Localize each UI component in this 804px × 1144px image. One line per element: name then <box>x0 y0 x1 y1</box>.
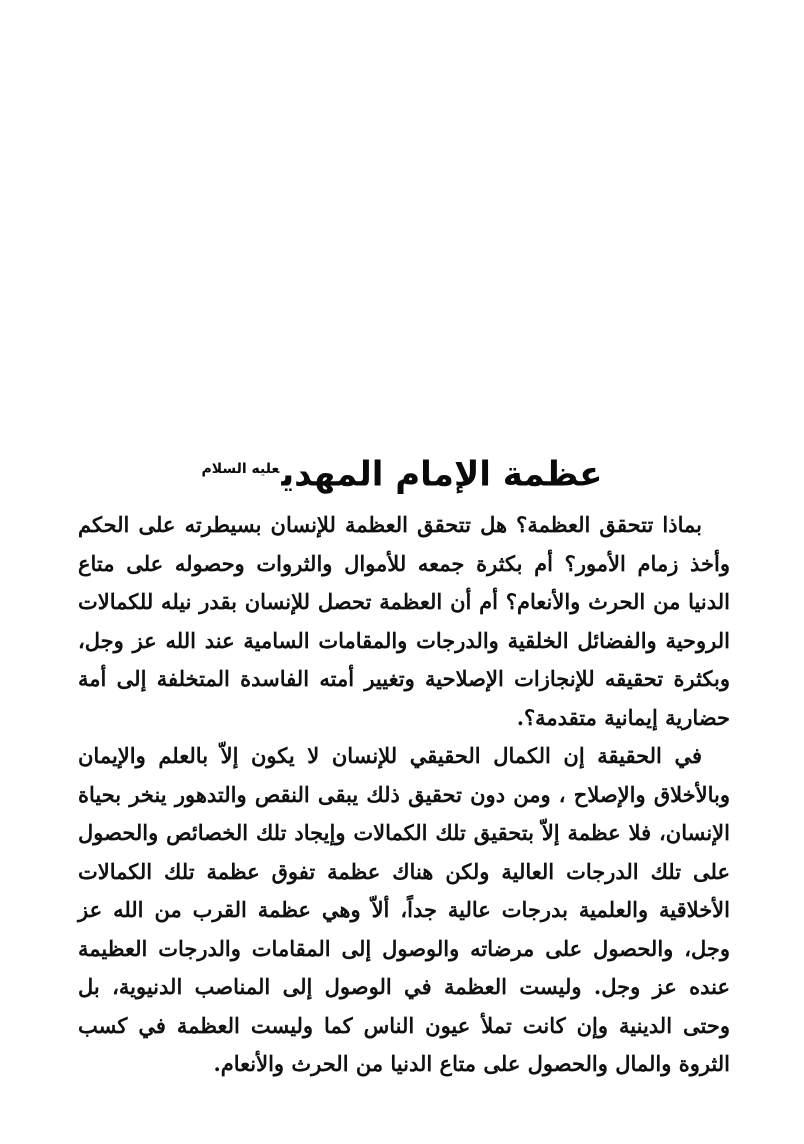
page-title <box>201 443 602 500</box>
page-title-text: عظمة الإمام المهدي <box>281 454 603 495</box>
honorific-mark: عليه السلام <box>201 460 280 477</box>
paragraph-1: بماذا تتحقق العظمة؟ هل تتحقق العظمة للإنسان بسيطرته على الحكم وأخذ زمام الأمور؟ أم بكثرة جمعه للأموال والثروات وحصوله على متاع الدنيا من الحرث والأنعام؟ أم أن العظمة تحصل للإنسان بقدر نيله للكمالات الروحية والفضائل الخلقية والدرجات والمقامات السامية عند الله عز وجل، وبكثرة تحقيقه للإنجازات الإصلاحية وتغيير أمته الفاسدة المتخلفة إلى أمة حضارية إيمانية متقدمة؟. <box>78 512 730 730</box>
body-text <box>78 506 730 1084</box>
paragraph-2: في الحقيقة إن الكمال الحقيقي للإنسان لا يكون إلاّ بالعلم والإيمان وبالأخلاق والإصلاح ، ومن دون تحقيق ذلك يبقى النقص والتدهور ينخر بحياة الإنسان، فلا عظمة إلاّ بتحقيق تلك الكمالات وإيجاد تلك الخصائص والحصول على تلك الدرجات العالية ولكن هناك عظمة تفوق عظمة تلك الكمالات الأخلاقية والعلمية بدرجات عالية جداً، ألاّ وهي عظمة القرب من الله عز وجل، والحصول على مرضاته والوصول إلى المقامات والدرجات العظيمة عنده عز وجل. وليست العظمة في الوصول إلى المناصب الدنيوية، بل وحتى الدينية وإن كانت تملأ عيون الناس كما وليست العظمة في كسب الثروة والمال والحصول على متاع الدنيا من الحرث والأنعام. <box>78 743 730 1076</box>
